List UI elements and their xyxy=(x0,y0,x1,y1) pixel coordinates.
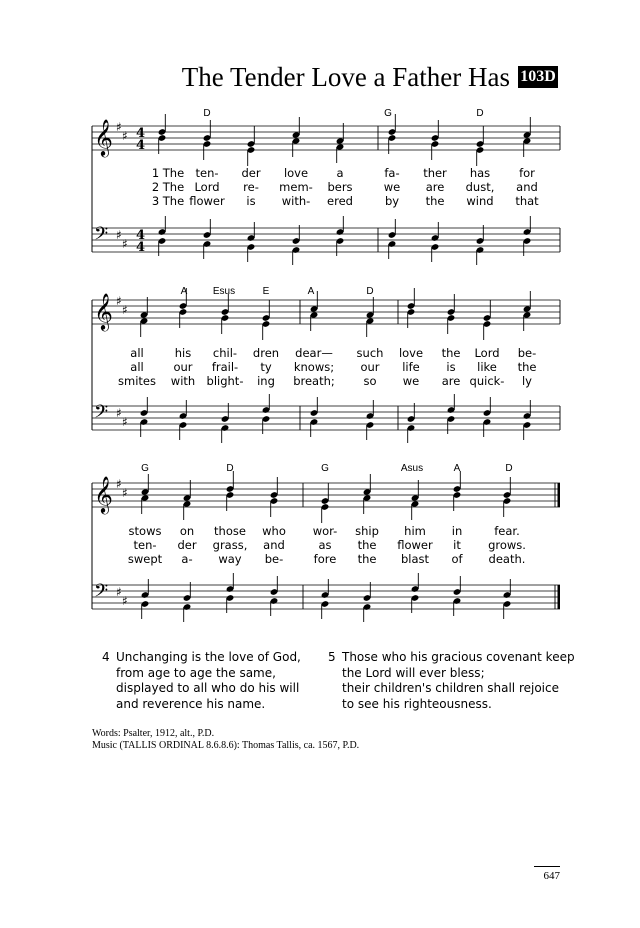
lyric-syllable: dren xyxy=(252,346,280,360)
lyric-syllable: flower xyxy=(189,194,225,208)
chord-symbol: Esus xyxy=(212,286,236,297)
lyric-syllable: ty xyxy=(260,360,272,374)
lyric-syllable: the xyxy=(357,538,377,552)
lyric-syllable: ship xyxy=(355,524,379,538)
stanza-line: displayed to all who do his will xyxy=(116,681,300,695)
lyric-syllable: with- xyxy=(281,194,311,208)
lyric-syllable: be- xyxy=(264,552,284,566)
chord-symbol: D xyxy=(366,286,374,297)
chord-symbol: D xyxy=(203,108,211,119)
lyric-syllable: fore xyxy=(313,552,337,566)
lyric-syllable: those xyxy=(214,524,246,538)
lyric-syllable: dear— xyxy=(295,346,333,360)
lyric-syllable: 3 The xyxy=(151,194,185,208)
lyric-syllable: in xyxy=(451,524,463,538)
lyric-syllable: of xyxy=(451,552,463,566)
lyric-syllable: ing xyxy=(257,374,275,388)
lyric-syllable: ly xyxy=(521,374,533,388)
page-rule xyxy=(534,866,560,867)
lyric-syllable: the xyxy=(425,194,445,208)
music-system xyxy=(92,286,560,443)
lyric-syllable: has xyxy=(469,166,491,180)
sharp-sign: ♯ xyxy=(122,237,128,251)
sharp-sign: ♯ xyxy=(116,406,122,420)
lyric-syllable: the xyxy=(357,552,377,566)
chord-symbol: A xyxy=(307,286,315,297)
stanza-line: to see his righteousness. xyxy=(342,696,492,711)
chord-symbol: E xyxy=(262,286,270,297)
lyric-syllable: his xyxy=(174,346,192,360)
chord-symbol: G xyxy=(141,463,149,474)
lyric-syllable: the xyxy=(517,360,537,374)
sharp-sign: ♯ xyxy=(122,415,128,429)
lyric-syllable: a- xyxy=(181,552,193,566)
lyric-syllable: ten- xyxy=(133,538,157,552)
stanza-5 xyxy=(328,650,575,712)
stanza-line: the Lord will ever bless; xyxy=(342,665,485,680)
lyric-syllable: love xyxy=(283,166,309,180)
lyric-syllable: and xyxy=(263,538,285,552)
lyric-syllable: fa- xyxy=(384,166,400,180)
credits xyxy=(92,728,359,752)
chord-symbol: D xyxy=(505,463,513,474)
lyric-syllable: re- xyxy=(243,180,259,194)
lyric-syllable: der xyxy=(177,538,197,552)
stanza-number: 4 xyxy=(102,650,110,664)
lyric-syllable: bers xyxy=(327,180,353,194)
time-signature-bottom: 4 xyxy=(136,138,146,153)
stanza-number: 5 xyxy=(328,650,336,664)
credits-music: Music (TALLIS ORDINAL 8.6.8.6): Thomas Tallis, ca. 1567, P.D. xyxy=(92,740,360,751)
lyric-syllable: all xyxy=(130,346,144,360)
lyric-syllable: and xyxy=(516,180,538,194)
lyric-syllable: Lord xyxy=(194,180,220,194)
chord-symbol: A xyxy=(453,463,461,474)
stanza-4 xyxy=(102,650,301,712)
lyric-syllable: grows. xyxy=(488,538,526,552)
lyric-syllable: stows xyxy=(128,524,162,538)
lyric-syllable: chil- xyxy=(212,346,238,360)
lyric-syllable: him xyxy=(404,524,426,538)
lyric-syllable: fear. xyxy=(494,524,520,538)
treble-clef: 𝄞 xyxy=(94,118,113,156)
lyric-syllable: our xyxy=(360,360,380,374)
hymn-title: The Tender Love a Father Has xyxy=(181,62,510,92)
music-system xyxy=(92,108,560,265)
stanza-line: Those who his gracious covenant keep xyxy=(342,650,575,664)
sharp-sign: ♯ xyxy=(122,303,128,317)
lyric-syllable: a xyxy=(336,166,344,180)
lyric-syllable: that xyxy=(515,194,539,208)
bass-clef: 𝄢 xyxy=(94,224,109,249)
lyric-syllable: blight- xyxy=(206,374,244,388)
stanza-line: from age to age the same, xyxy=(116,665,276,680)
music-system xyxy=(92,463,560,622)
lyric-syllable: the xyxy=(441,346,461,360)
sharp-sign: ♯ xyxy=(116,120,122,134)
lyric-syllable: as xyxy=(318,538,332,552)
page-number: 647 xyxy=(543,870,560,882)
sharp-sign: ♯ xyxy=(122,594,128,608)
sharp-sign: ♯ xyxy=(116,585,122,599)
lyric-syllable: for xyxy=(519,166,535,180)
lyric-syllable: breath; xyxy=(293,374,335,388)
sharp-sign: ♯ xyxy=(116,294,122,308)
treble-clef: 𝄞 xyxy=(94,475,113,513)
time-signature-bottom: 4 xyxy=(136,240,146,255)
lyric-syllable: all xyxy=(130,360,144,374)
stanza-line: their children's children shall rejoice xyxy=(342,681,559,695)
lyric-syllable: wind xyxy=(466,194,494,208)
lyric-syllable: Lord xyxy=(474,346,500,360)
lyric-syllable: flower xyxy=(397,538,433,552)
sharp-sign: ♯ xyxy=(116,228,122,242)
lyric-syllable: dust, xyxy=(465,180,495,194)
chord-symbol: Asus xyxy=(400,463,424,474)
lyric-syllable: who xyxy=(262,524,286,538)
lyric-syllable: ther xyxy=(423,166,447,180)
chord-symbol: G xyxy=(384,108,392,119)
lyric-syllable: grass, xyxy=(212,538,248,552)
lyric-syllable: knows; xyxy=(293,360,335,374)
lyric-syllable: be- xyxy=(517,346,537,360)
lyric-syllable: we xyxy=(402,374,420,388)
final-barline xyxy=(558,483,561,507)
chord-symbol: A xyxy=(180,286,188,297)
lyric-syllable: frail- xyxy=(211,360,239,374)
lyric-syllable: like xyxy=(477,360,497,374)
lyric-syllable: death. xyxy=(488,552,526,566)
lyric-syllable: love xyxy=(398,346,424,360)
lyric-syllable: is xyxy=(246,194,256,208)
lyric-syllable: 1 The xyxy=(151,166,185,180)
lyric-syllable: so xyxy=(363,374,377,388)
lyric-syllable: quick- xyxy=(469,374,505,388)
lyric-syllable: are xyxy=(425,180,445,194)
lyric-syllable: are xyxy=(441,374,461,388)
time-signature-top: 4 xyxy=(136,228,146,243)
lyric-syllable: it xyxy=(453,538,461,552)
lyric-syllable: we xyxy=(383,180,401,194)
lyric-syllable: mem- xyxy=(279,180,313,194)
lyric-syllable: ten- xyxy=(195,166,219,180)
treble-clef: 𝄞 xyxy=(94,292,113,330)
credits-words: Words: Psalter, 1912, alt., P.D. xyxy=(92,728,215,739)
lyric-syllable: ered xyxy=(327,194,353,208)
lyric-syllable: such xyxy=(356,346,384,360)
sharp-sign: ♯ xyxy=(122,129,128,143)
bass-clef: 𝄢 xyxy=(94,581,109,606)
hymn-number-badge: 103D xyxy=(518,66,558,88)
lyric-syllable: on xyxy=(179,524,195,538)
chord-symbol: D xyxy=(476,108,484,119)
sharp-sign: ♯ xyxy=(122,486,128,500)
time-signature-top: 4 xyxy=(136,126,146,141)
lyric-syllable: smites xyxy=(118,374,156,388)
bass-clef: 𝄢 xyxy=(94,402,109,427)
lyric-syllable: by xyxy=(384,194,400,208)
lyric-syllable: der xyxy=(241,166,261,180)
sharp-sign: ♯ xyxy=(116,477,122,491)
lyric-syllable: 2 The xyxy=(151,180,185,194)
lyric-syllable: wor- xyxy=(312,524,338,538)
stanza-line: Unchanging is the love of God, xyxy=(116,650,301,664)
chord-symbol: G xyxy=(321,463,329,474)
lyric-syllable: way xyxy=(218,552,242,566)
chord-symbol: D xyxy=(226,463,234,474)
final-barline xyxy=(558,585,561,609)
lyric-syllable: blast xyxy=(400,552,430,566)
lyric-syllable: with xyxy=(170,374,196,388)
lyric-syllable: swept xyxy=(127,552,163,566)
lyric-syllable: our xyxy=(173,360,193,374)
lyric-syllable: life xyxy=(402,360,420,374)
stanza-line: and reverence his name. xyxy=(116,696,266,711)
lyric-syllable: is xyxy=(446,360,456,374)
